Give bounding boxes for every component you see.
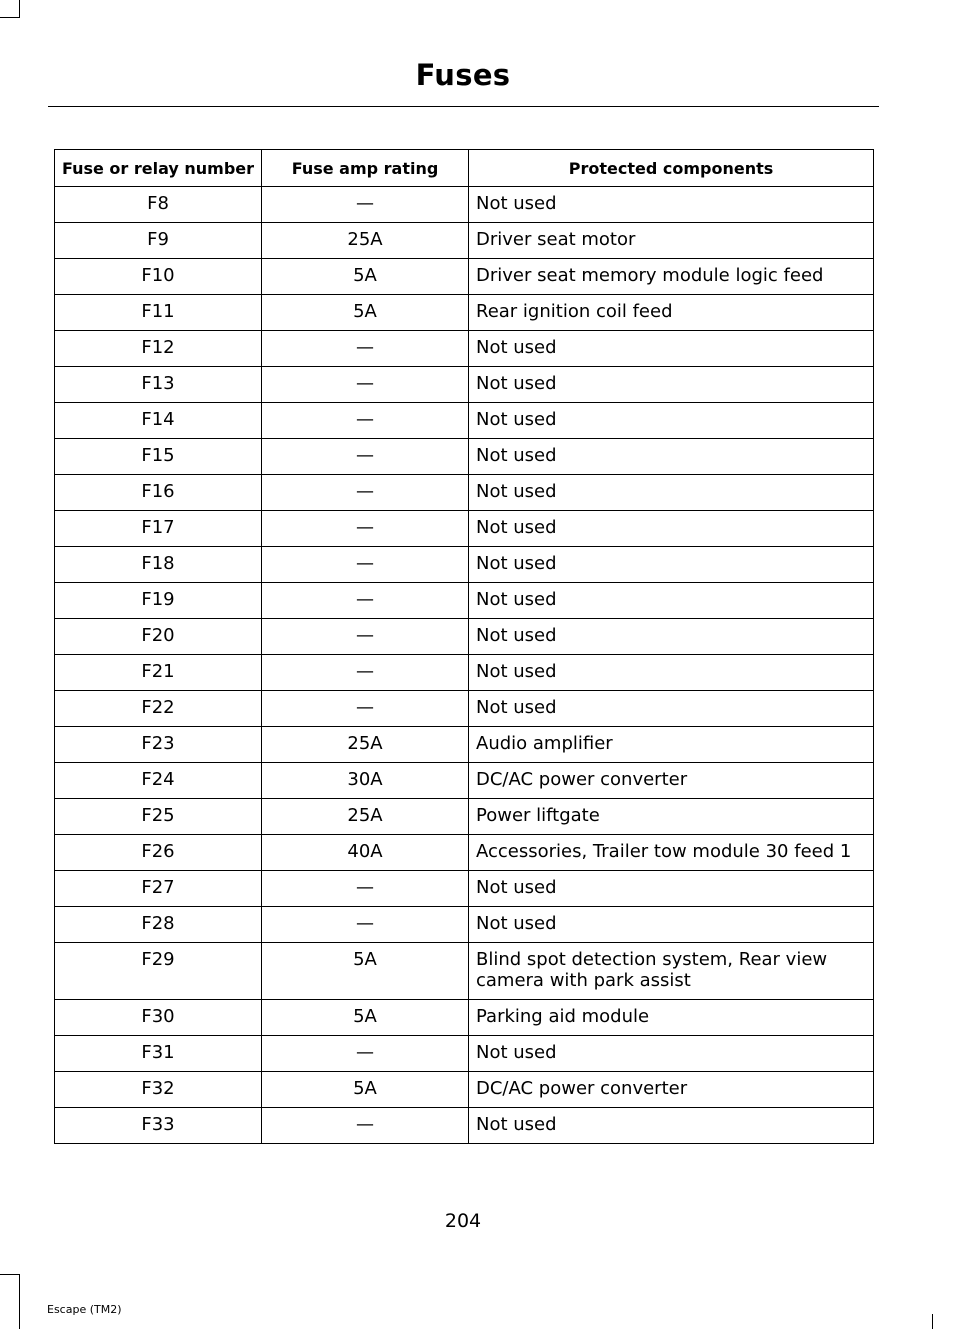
amp-rating-cell: 25A bbox=[262, 223, 469, 259]
crop-mark-bottom-left-h bbox=[0, 1274, 20, 1275]
table-row bbox=[55, 1000, 874, 1036]
table-row bbox=[55, 691, 874, 727]
protected-components-cell: DC/AC power converter bbox=[469, 1072, 874, 1108]
protected-components-cell: Rear ignition coil feed bbox=[469, 295, 874, 331]
table-row bbox=[55, 1108, 874, 1144]
fuse-number-cell: F20 bbox=[55, 619, 262, 655]
protected-components-cell: Not used bbox=[469, 691, 874, 727]
fuse-number-cell: F24 bbox=[55, 763, 262, 799]
fuse-number-cell: F14 bbox=[55, 403, 262, 439]
amp-rating-cell: — bbox=[262, 871, 469, 907]
fuse-number-cell: F8 bbox=[55, 187, 262, 223]
table-row bbox=[55, 439, 874, 475]
table-header-row bbox=[55, 150, 874, 187]
amp-rating-cell: 5A bbox=[262, 295, 469, 331]
column-header-protected-components: Protected components bbox=[469, 150, 874, 187]
title-divider bbox=[48, 106, 879, 107]
fuse-number-cell: F18 bbox=[55, 547, 262, 583]
protected-components-cell: Not used bbox=[469, 655, 874, 691]
table-row bbox=[55, 547, 874, 583]
amp-rating-cell: — bbox=[262, 619, 469, 655]
protected-components-cell: Not used bbox=[469, 619, 874, 655]
column-header-fuse-number: Fuse or relay number bbox=[55, 150, 262, 187]
table-row bbox=[55, 295, 874, 331]
fuse-number-cell: F32 bbox=[55, 1072, 262, 1108]
amp-rating-cell: 40A bbox=[262, 835, 469, 871]
table-row bbox=[55, 871, 874, 907]
table-row bbox=[55, 619, 874, 655]
protected-components-cell: Not used bbox=[469, 871, 874, 907]
fuse-number-cell: F11 bbox=[55, 295, 262, 331]
protected-components-cell: Not used bbox=[469, 187, 874, 223]
fuse-number-cell: F21 bbox=[55, 655, 262, 691]
amp-rating-cell: — bbox=[262, 583, 469, 619]
amp-rating-cell: 25A bbox=[262, 799, 469, 835]
crop-mark-top-left-v bbox=[19, 0, 20, 18]
amp-rating-cell: 5A bbox=[262, 1072, 469, 1108]
amp-rating-cell: 30A bbox=[262, 763, 469, 799]
amp-rating-cell: 5A bbox=[262, 1000, 469, 1036]
protected-components-cell: DC/AC power converter bbox=[469, 763, 874, 799]
crop-mark-top-left-h bbox=[0, 17, 20, 18]
table-row bbox=[55, 583, 874, 619]
table-row bbox=[55, 331, 874, 367]
table-row bbox=[55, 907, 874, 943]
amp-rating-cell: — bbox=[262, 439, 469, 475]
amp-rating-cell: — bbox=[262, 403, 469, 439]
protected-components-cell: Not used bbox=[469, 547, 874, 583]
protected-components-cell: Not used bbox=[469, 475, 874, 511]
table-row bbox=[55, 511, 874, 547]
table-row bbox=[55, 727, 874, 763]
amp-rating-cell: — bbox=[262, 1108, 469, 1144]
table-row bbox=[55, 187, 874, 223]
amp-rating-cell: — bbox=[262, 331, 469, 367]
column-header-amp-rating: Fuse amp rating bbox=[262, 150, 469, 187]
amp-rating-cell: — bbox=[262, 907, 469, 943]
fuse-number-cell: F33 bbox=[55, 1108, 262, 1144]
protected-components-cell: Not used bbox=[469, 403, 874, 439]
protected-components-cell: Not used bbox=[469, 583, 874, 619]
protected-components-cell: Blind spot detection system, Rear view camera with park assist bbox=[469, 943, 874, 1000]
fuse-number-cell: F31 bbox=[55, 1036, 262, 1072]
protected-components-cell: Not used bbox=[469, 1036, 874, 1072]
table-row bbox=[55, 835, 874, 871]
fuse-number-cell: F22 bbox=[55, 691, 262, 727]
amp-rating-cell: — bbox=[262, 547, 469, 583]
fuse-number-cell: F15 bbox=[55, 439, 262, 475]
protected-components-cell: Parking aid module bbox=[469, 1000, 874, 1036]
fuse-number-cell: F19 bbox=[55, 583, 262, 619]
amp-rating-cell: — bbox=[262, 475, 469, 511]
protected-components-cell: Audio amplifier bbox=[469, 727, 874, 763]
amp-rating-cell: — bbox=[262, 1036, 469, 1072]
page-number: 204 bbox=[444, 1210, 482, 1232]
table-row bbox=[55, 223, 874, 259]
fuse-number-cell: F23 bbox=[55, 727, 262, 763]
fuse-table bbox=[54, 149, 874, 1144]
protected-components-cell: Driver seat motor bbox=[469, 223, 874, 259]
fuse-number-cell: F29 bbox=[55, 943, 262, 1000]
protected-components-cell: Power liftgate bbox=[469, 799, 874, 835]
crop-mark-bottom-right-v bbox=[932, 1314, 933, 1329]
fuse-number-cell: F26 bbox=[55, 835, 262, 871]
table-row bbox=[55, 259, 874, 295]
table-row bbox=[55, 655, 874, 691]
fuse-number-cell: F10 bbox=[55, 259, 262, 295]
protected-components-cell: Not used bbox=[469, 439, 874, 475]
table-row bbox=[55, 1072, 874, 1108]
fuse-number-cell: F13 bbox=[55, 367, 262, 403]
protected-components-cell: Not used bbox=[469, 367, 874, 403]
table-row bbox=[55, 367, 874, 403]
fuse-number-cell: F12 bbox=[55, 331, 262, 367]
table-row bbox=[55, 1036, 874, 1072]
crop-mark-bottom-left-v bbox=[19, 1274, 20, 1329]
amp-rating-cell: 5A bbox=[262, 943, 469, 1000]
protected-components-cell: Not used bbox=[469, 907, 874, 943]
amp-rating-cell: 25A bbox=[262, 727, 469, 763]
fuse-number-cell: F30 bbox=[55, 1000, 262, 1036]
protected-components-cell: Not used bbox=[469, 331, 874, 367]
protected-components-cell: Driver seat memory module logic feed bbox=[469, 259, 874, 295]
fuse-table-body bbox=[55, 187, 874, 1144]
amp-rating-cell: — bbox=[262, 187, 469, 223]
page-title: Fuses bbox=[415, 58, 511, 92]
amp-rating-cell: — bbox=[262, 511, 469, 547]
protected-components-cell: Accessories, Trailer tow module 30 feed 1 bbox=[469, 835, 874, 871]
amp-rating-cell: 5A bbox=[262, 259, 469, 295]
fuse-number-cell: F27 bbox=[55, 871, 262, 907]
table-row bbox=[55, 763, 874, 799]
footer-label: Escape (TM2) bbox=[47, 1303, 122, 1316]
fuse-number-cell: F25 bbox=[55, 799, 262, 835]
fuse-number-cell: F9 bbox=[55, 223, 262, 259]
amp-rating-cell: — bbox=[262, 367, 469, 403]
table-row bbox=[55, 943, 874, 1000]
fuse-number-cell: F17 bbox=[55, 511, 262, 547]
fuse-number-cell: F28 bbox=[55, 907, 262, 943]
table-row bbox=[55, 475, 874, 511]
table-row bbox=[55, 799, 874, 835]
fuse-number-cell: F16 bbox=[55, 475, 262, 511]
amp-rating-cell: — bbox=[262, 655, 469, 691]
amp-rating-cell: — bbox=[262, 691, 469, 727]
protected-components-cell: Not used bbox=[469, 1108, 874, 1144]
protected-components-cell: Not used bbox=[469, 511, 874, 547]
table-row bbox=[55, 403, 874, 439]
